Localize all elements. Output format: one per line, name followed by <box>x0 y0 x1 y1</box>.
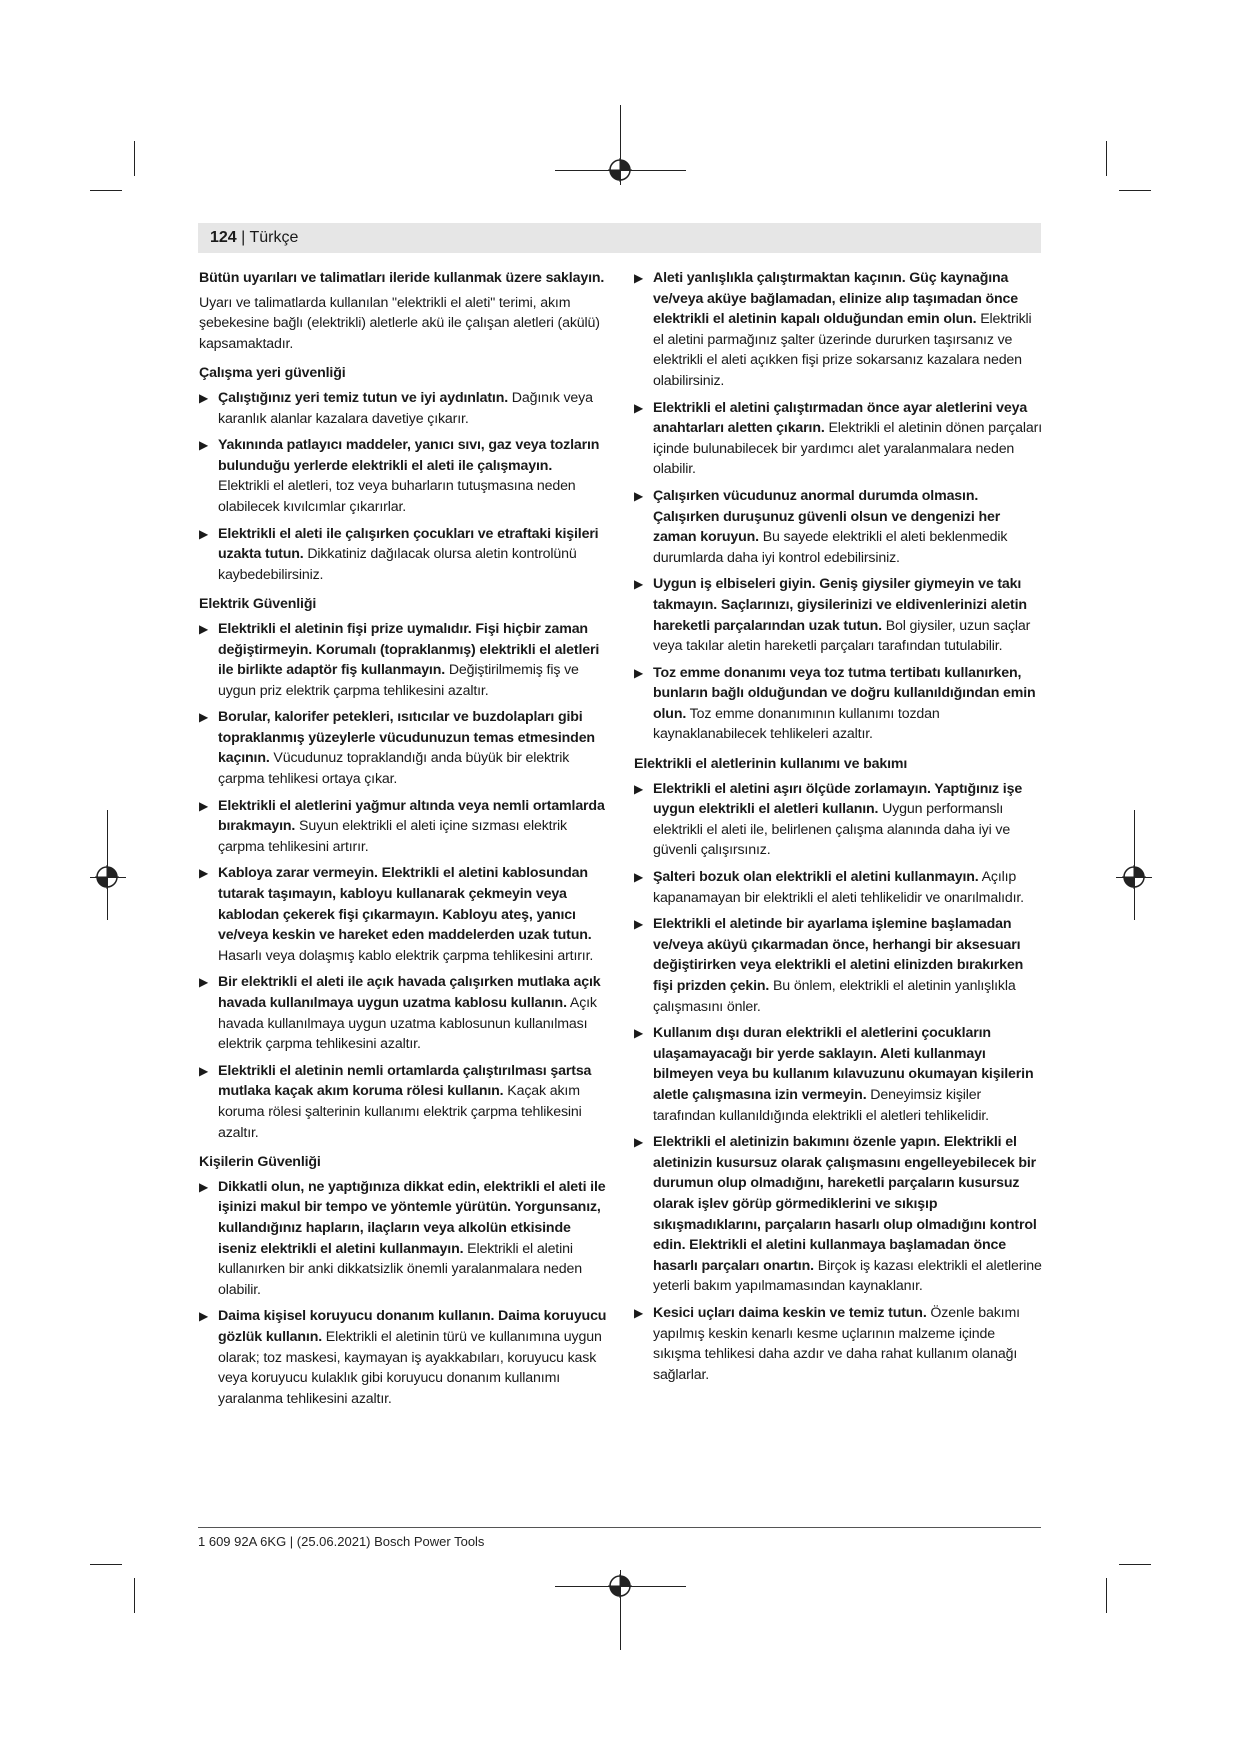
header-language: Türkçe <box>249 229 299 246</box>
item-text: Elektrikli el aletleri, toz veya buharların tutuşmasına neden olabilecek kıvılcımlar çıkarırlar. <box>218 478 576 515</box>
section-heading: Elektrikli el aletlerinin kullanımı ve bakımı <box>634 756 908 773</box>
list-item <box>199 1061 607 1143</box>
item-text: Hasarlı veya dolaşmış kablo elektrik çarpma tehlikesini artırır. <box>218 947 594 964</box>
page-header <box>210 228 298 248</box>
item-text: Dikkatiniz dağılacak olursa aletin kontrolünü kaybedebilirsiniz. <box>218 546 577 583</box>
item-bold: Yakınında patlayıcı maddeler, yanıcı sıvı, gaz veya tozların bulunduğu yerlerde elektrikli el aleti ile çalışmayın. <box>218 437 600 474</box>
list-item <box>634 268 1046 392</box>
list-item <box>634 663 1046 745</box>
bullet-arrow-icon: ▶ <box>199 526 209 541</box>
item-bold: Elektrikli el aletinizin bakımını özenle yapın. Elektrikli el aletinizin kusursuz olarak çalışmasını engelleyebilecek bir durumun olup olmadığını, hareketli parçaların kusursuz olarak işlev görüp görmediklerini ve sıkışıp sıkışmadıklarını, parçaların hasarlı olup olmadığını kontrol edin. Elektrikli el aletini kullanmaya başlamadan önce hasarlı parçaları onartın. <box>653 1134 1037 1274</box>
item-bold: Kullanım dışı duran elektrikli el aletlerini çocukların ulaşamayacağı bir yerde saklayın. Aleti kullanmayı bilmeyen veya bu kullanım kılavuzunu okumayan kişilerin aletle çalışmasına izin vermeyin. <box>653 1025 1034 1103</box>
list-item <box>199 707 607 789</box>
item-text: Toz emme donanımının kullanımı tozdan kaynaklanabilecek tehlikeleri azaltır. <box>653 705 940 743</box>
item-bold: Çalışırken vücudunuz anormal durumda olmasın. Çalışırken duruşunuz güvenli olsun ve dengenizi her zaman koruyun. <box>653 487 1001 546</box>
bullet-arrow-icon: ▶ <box>634 1026 644 1041</box>
item-text: Özenle bakımı yapılmış keskin kenarlı kesme uçlarının malzeme içinde sıkışma tehlikesi daha azdır ve daha rahat kullanım olanağı sağlarlar. <box>653 1304 1020 1383</box>
list-item <box>634 1023 1046 1126</box>
list-item <box>199 863 607 966</box>
right-column <box>634 268 1046 1391</box>
item-bold: Toz emme donanımı veya toz tutma tertibatı kullanırken, bunların bağlı olduğundan ve doğru kullanıldığından emin olun. <box>653 664 1036 722</box>
list-item <box>199 619 607 701</box>
footer-rule <box>198 1527 1041 1528</box>
registration-target-icon <box>608 1574 632 1598</box>
list-item <box>634 486 1046 568</box>
list-item <box>634 867 1046 908</box>
item-text: Elektrikli el aletini parmağınız şalter üzerinde dururken taşırsanız ve elektrikli el aleti açıkken fişi prize sokarsanız kazalara neden olabilirsiniz. <box>653 311 1032 389</box>
list-item <box>634 1303 1046 1385</box>
item-text: Bu sayede elektrikli el aleti beklenmedik durumlarda daha iyi kontrol edebilirsiniz. <box>653 529 1008 566</box>
page-header-bar <box>198 223 1041 253</box>
item-bold: Elektrikli el aletinin fişi prize uymalıdır. Fişi hiçbir zaman değiştirmeyin. Korumalı (topraklanmış) elektrikli el aletleri ile birlikte adaptör fiş kullanmayın. <box>218 620 600 679</box>
item-text: Dağınık veya karanlık alanlar kazalara davetiye çıkarır. <box>218 389 593 427</box>
crop-mark <box>1119 190 1151 191</box>
item-bold: Elektrikli el aletinde bir ayarlama işlemine başlamadan ve/veya aküyü çıkarmadan önce, herhangi bir aksesuarı değiştirirken veya elektrikli el aletini elinizden bırakırken fişi prizden çekin. <box>653 916 1024 994</box>
bullet-arrow-icon: ▶ <box>634 1305 644 1320</box>
bullet-arrow-icon: ▶ <box>634 917 644 932</box>
section-heading: Kişilerin Güvenliği <box>199 1154 321 1171</box>
list-item <box>634 574 1046 656</box>
bullet-arrow-icon: ▶ <box>634 870 644 885</box>
intro-text: Uyarı ve talimatlarda kullanılan "elektrikli el aleti" terimi, akım şebekesine bağlı (elektrikli) aletlerle akü ile çalışan aletleri (akülü) kapsamaktadır. <box>199 294 600 352</box>
section-heading: Elektrik Güvenliği <box>199 596 317 613</box>
bullet-arrow-icon: ▶ <box>199 390 209 405</box>
crop-mark <box>1106 1578 1107 1613</box>
bullet-arrow-icon: ▶ <box>199 710 209 725</box>
bullet-arrow-icon: ▶ <box>199 798 209 813</box>
item-bold: Şalteri bozuk olan elektrikli el aletini kullanmayın. <box>653 869 979 886</box>
item-bold: Elektrikli el aletini aşırı ölçüde zorlamayın. Yaptığınız işe uygun elektrikli el aletleri kullanın. <box>653 780 1023 818</box>
list-item <box>634 1132 1046 1297</box>
item-bold: Dikkatli olun, ne yaptığınıza dikkat edin, elektrikli el aleti ile işinizi makul bir tempo ve yöntemle yürütün. Yorgunsanız, kullandığınız hapların, ilaçların veya alkolün etkisinde iseniz elektrikli el aletini kullanmayın. <box>218 1178 606 1257</box>
bullet-arrow-icon: ▶ <box>199 1063 209 1078</box>
bullet-arrow-icon: ▶ <box>199 621 209 636</box>
item-text: Elektrikli el aletinin türü ve kullanımına uygun olarak; toz maskesi, kaymayan iş ayakkabıları, koruyucu kask veya koruyucu kulaklık gibi koruyucu donanım kullanımı yaralanma tehlikesini azaltır. <box>218 1328 602 1407</box>
crop-mark <box>90 1564 122 1565</box>
crop-mark <box>1119 1564 1151 1565</box>
item-bold: Kesici uçları daima keskin ve temiz tutun. <box>653 1304 927 1321</box>
crop-mark <box>90 190 122 191</box>
list-item <box>199 796 607 858</box>
item-bold: Elektrikli el aletinin nemli ortamlarda çalıştırılması şartsa mutlaka kaçak akım koruma rölesi kullanın. <box>218 1062 592 1100</box>
item-text: Kaçak akım koruma rölesi şalterinin kullanımı elektrik çarpma tehlikesini azaltır. <box>218 1083 582 1141</box>
item-text: Elektrikli el aletinin dönen parçaları içinde bulunabilecek bir yardımcı alet yaralanmalara neden olabilir. <box>653 420 1042 478</box>
bullet-arrow-icon: ▶ <box>634 271 644 285</box>
bullet-arrow-icon: ▶ <box>199 1179 209 1194</box>
registration-target-icon <box>95 865 119 889</box>
bullet-arrow-icon: ▶ <box>199 866 209 881</box>
item-text: Açılıp kapanamayan bir elektrikli el aleti tehlikelidir ve onarılmalıdır. <box>653 869 1024 906</box>
bullet-arrow-icon: ▶ <box>199 1309 209 1324</box>
item-bold: Elektrikli el aletini çalıştırmadan önce ayar aletlerini veya anahtarları aletten çıkarın. <box>653 399 1028 437</box>
item-bold: Çalıştığınız yeri temiz tutun ve iyi aydınlatın. <box>218 389 509 406</box>
item-text: Açık havada kullanılmaya uygun uzatma kablosunun kullanılması elektrik çarpma tehlikesini azaltır. <box>218 995 597 1053</box>
intro-heading: Bütün uyarıları ve talimatları ileride kullanmak üzere saklayın. <box>199 270 605 286</box>
list-item <box>199 388 607 429</box>
item-bold: Elektrikli el aleti ile çalışırken çocukları ve etraftaki kişileri uzakta tutun. <box>218 525 599 563</box>
crop-mark <box>1106 141 1107 176</box>
bullet-arrow-icon: ▶ <box>634 1135 644 1150</box>
bullet-arrow-icon: ▶ <box>634 577 644 592</box>
crop-mark <box>134 1578 135 1613</box>
item-bold: Kabloya zarar vermeyin. Elektrikli el aletini kablosundan tutarak taşımayın, kabloyu kullanarak çekmeyin veya kablodan çekerek fişi çıkarmayın. Kabloyu ateş, yanıcı ve/veya keskin ve hareket eden maddelerden uzak tutun. <box>218 865 592 944</box>
header-separator: | <box>241 229 246 246</box>
list-item <box>634 914 1046 1017</box>
item-bold: Uygun iş elbiseleri giyin. Geniş giysiler giymeyin ve takı takmayın. Saçlarınızı, giysilerinizi ve eldivenlerinizi aletin hareketli parçalarından uzak tutun. <box>653 576 1027 634</box>
list-item <box>199 435 607 517</box>
section-heading: Çalışma yeri güvenliği <box>199 365 346 382</box>
item-bold: Borular, kalorifer petekleri, ısıtıcılar ve buzdolapları gibi topraklanmış yüzeylerle vücudunuzun temas etmesinden kaçının. <box>218 709 595 767</box>
page-footer: 1 609 92A 6KG | (25.06.2021) Bosch Power Tools <box>198 1534 485 1549</box>
item-text: Deneyimsiz kişiler tarafından kullanıldığında elektrikli el aletleri tehlikelidir. <box>653 1086 989 1124</box>
item-text: Bu önlem, elektrikli el aletinin yanlışlıkla çalışmasını önler. <box>653 978 1016 1015</box>
item-text: Uygun performanslı elektrikli el aleti ile, belirlenen çalışma alanında daha iyi ve güvenli çalışırsınız. <box>653 801 1011 859</box>
item-text: Değiştirilmemiş fiş ve uygun priz elektrik çarpma tehlikesini azaltır. <box>218 662 579 699</box>
page-number: 124 <box>210 229 237 246</box>
bullet-arrow-icon: ▶ <box>634 665 644 680</box>
item-text: Bol giysiler, uzun saçlar veya takılar aletin hareketli parçaları tarafından tutulabilir. <box>653 617 1031 655</box>
item-text: Birçok iş kazası elektrikli el aletlerine yeterli bakım yapılmamasından kaynaklanır. <box>653 1257 1042 1295</box>
list-item <box>199 972 607 1054</box>
item-text: Suyun elektrikli el aleti içine sızması elektrik çarpma tehlikesini artırır. <box>218 818 567 855</box>
bullet-arrow-icon: ▶ <box>634 400 644 415</box>
list-item <box>199 1306 607 1409</box>
list-item <box>634 779 1046 861</box>
left-column <box>199 268 607 1415</box>
item-bold: Aleti yanlışlıkla çalıştırmaktan kaçının. Güç kaynağına ve/veya aküye bağlamadan, elinize alıp taşımadan önce elektrikli el aletinin kapalı olduğundan emin olun. <box>653 270 1019 328</box>
item-text: Elektrikli el aletini kullanırken bir anki dikkatsizlik önemli yaralanmalara neden olabilir. <box>218 1240 582 1298</box>
list-item <box>199 524 607 586</box>
bullet-arrow-icon: ▶ <box>634 488 644 503</box>
item-bold: Elektrikli el aletlerini yağmur altında veya nemli ortamlarda bırakmayın. <box>218 797 605 835</box>
bullet-arrow-icon: ▶ <box>199 975 209 990</box>
bullet-arrow-icon: ▶ <box>634 781 644 796</box>
list-item <box>199 1177 607 1301</box>
list-item <box>634 398 1046 480</box>
item-bold: Daima kişisel koruyucu donanım kullanın. Daima koruyucu gözlük kullanın. <box>218 1308 607 1345</box>
bullet-arrow-icon: ▶ <box>199 438 209 453</box>
crop-mark <box>134 141 135 176</box>
registration-target-icon <box>1122 865 1146 889</box>
registration-target-icon <box>608 158 632 182</box>
item-bold: Bir elektrikli el aleti ile açık havada çalışırken mutlaka açık havada kullanılmaya uygun uzatma kablosu kullanın. <box>218 974 601 1011</box>
item-text: Vücudunuz topraklandığı anda büyük bir elektrik çarpma tehlikesi ortaya çıkar. <box>218 750 570 788</box>
